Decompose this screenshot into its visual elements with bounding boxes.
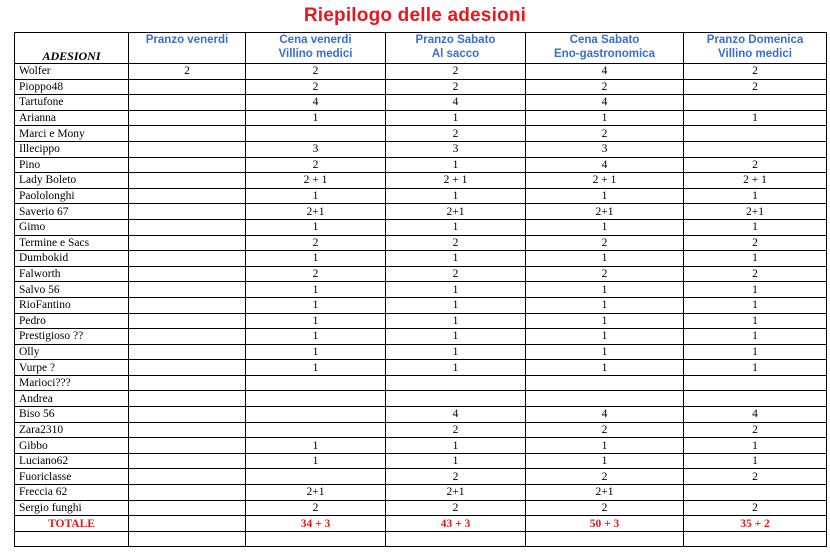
count-cell [246, 126, 386, 142]
table-row [15, 297, 827, 313]
count-cell: 1 [246, 282, 386, 298]
count-cell: 1 [386, 219, 526, 235]
count-cell [129, 79, 246, 95]
count-cell: 4 [526, 95, 684, 111]
count-cell [129, 407, 246, 423]
column-header-line2: Al sacco [431, 48, 480, 60]
table-row [15, 219, 827, 235]
count-cell: 2 [684, 469, 827, 485]
count-cell: 3 [246, 141, 386, 157]
count-cell [129, 329, 246, 345]
count-cell [129, 110, 246, 126]
participant-name: Salvo 56 [15, 282, 129, 298]
table-row [15, 469, 827, 485]
count-cell: 1 [386, 438, 526, 454]
count-cell [246, 422, 386, 438]
count-cell: 2 [526, 235, 684, 251]
participant-name: Dumbokid [15, 251, 129, 267]
count-cell: 2 [246, 79, 386, 95]
participant-name: Illecippo [15, 141, 129, 157]
count-cell [246, 391, 386, 407]
count-cell [129, 204, 246, 220]
participant-name: Marci e Mony [15, 126, 129, 142]
count-cell: 1 [684, 251, 827, 267]
column-header-pranzo-domenica [684, 33, 827, 64]
count-cell [684, 141, 827, 157]
column-header-pranzo-sabato [386, 33, 526, 64]
participant-name: Freccia 62 [15, 485, 129, 501]
count-cell: 1 [684, 453, 827, 469]
count-cell: 1 [684, 360, 827, 376]
count-cell [129, 469, 246, 485]
participant-name: Saverio 67 [15, 204, 129, 220]
column-header-cena-sabato [526, 33, 684, 64]
count-cell [129, 266, 246, 282]
count-cell [129, 297, 246, 313]
count-cell: 1 [684, 219, 827, 235]
count-cell: 1 [684, 110, 827, 126]
count-cell: 1 [386, 344, 526, 360]
table-row [15, 422, 827, 438]
count-cell: 1 [526, 251, 684, 267]
count-cell: 4 [684, 407, 827, 423]
count-cell: 3 [386, 141, 526, 157]
count-cell: 1 [386, 251, 526, 267]
total-cell: 50 + 3 [526, 516, 684, 532]
count-cell: 1 [246, 219, 386, 235]
table-row [15, 485, 827, 501]
column-header-line2: Villino medici [278, 48, 353, 60]
count-cell: 2 [684, 422, 827, 438]
empty-cell [129, 531, 246, 547]
participant-name: Pino [15, 157, 129, 173]
header-row [15, 33, 827, 64]
count-cell: 2 + 1 [684, 173, 827, 189]
total-label: TOTALE [15, 516, 129, 532]
participant-name: Lady Boleto [15, 173, 129, 189]
count-cell: 1 [246, 313, 386, 329]
participant-name: Wolfer [15, 64, 129, 80]
count-cell: 2 [386, 469, 526, 485]
count-cell [129, 453, 246, 469]
count-cell: 2+1 [386, 204, 526, 220]
count-cell: 2+1 [386, 485, 526, 501]
participant-name: Falworth [15, 266, 129, 282]
table-row [15, 157, 827, 173]
count-cell: 1 [246, 329, 386, 345]
count-cell [129, 173, 246, 189]
count-cell: 4 [526, 407, 684, 423]
count-cell: 2 [386, 64, 526, 80]
table-row [15, 282, 827, 298]
count-cell: 2 [684, 235, 827, 251]
participant-name: Pioppo48 [15, 79, 129, 95]
table-row [15, 391, 827, 407]
column-header-line1: Pranzo venerdi [145, 34, 229, 46]
table-row [15, 141, 827, 157]
row-label-header: ADESIONI [15, 33, 129, 64]
table-row [15, 375, 827, 391]
total-cell: 35 + 2 [684, 516, 827, 532]
count-cell [246, 469, 386, 485]
count-cell: 2+1 [526, 204, 684, 220]
empty-cell [386, 531, 526, 547]
column-header-line2: Eno-gastronomica [554, 48, 655, 60]
count-cell: 1 [526, 313, 684, 329]
count-cell: 1 [386, 110, 526, 126]
count-cell: 1 [246, 438, 386, 454]
count-cell [129, 344, 246, 360]
count-cell: 2 [246, 266, 386, 282]
count-cell [129, 360, 246, 376]
count-cell [129, 188, 246, 204]
count-cell: 2+1 [246, 204, 386, 220]
participant-name: Vurpe ? [15, 360, 129, 376]
count-cell: 1 [246, 251, 386, 267]
count-cell: 1 [526, 219, 684, 235]
count-cell: 2 [684, 266, 827, 282]
count-cell [684, 485, 827, 501]
table-row [15, 438, 827, 454]
count-cell: 4 [526, 64, 684, 80]
column-header-line2: Villino medici [718, 48, 792, 60]
participant-name: Biso 56 [15, 407, 129, 423]
count-cell: 1 [684, 344, 827, 360]
table-row [15, 500, 827, 516]
participant-name: Termine e Sacs [15, 235, 129, 251]
count-cell: 1 [684, 188, 827, 204]
count-cell [129, 141, 246, 157]
count-cell: 2 [386, 422, 526, 438]
count-cell: 2 [386, 500, 526, 516]
count-cell: 4 [246, 95, 386, 111]
participant-name: Zara2310 [15, 422, 129, 438]
table-row [15, 126, 827, 142]
column-header-line1: Pranzo Domenica [706, 34, 804, 46]
adhesions-table [14, 32, 827, 547]
count-cell [129, 282, 246, 298]
empty-row [15, 531, 827, 547]
count-cell: 1 [386, 297, 526, 313]
table-row [15, 313, 827, 329]
table-row [15, 204, 827, 220]
count-cell: 1 [246, 360, 386, 376]
count-cell: 3 [526, 141, 684, 157]
count-cell: 1 [246, 188, 386, 204]
count-cell [246, 375, 386, 391]
count-cell [526, 391, 684, 407]
count-cell: 1 [386, 313, 526, 329]
count-cell: 1 [526, 110, 684, 126]
count-cell: 1 [684, 438, 827, 454]
count-cell: 1 [526, 453, 684, 469]
empty-cell [15, 531, 129, 547]
count-cell [684, 126, 827, 142]
count-cell: 2 + 1 [526, 173, 684, 189]
count-cell [684, 95, 827, 111]
count-cell: 2 [684, 500, 827, 516]
total-cell: 43 + 3 [386, 516, 526, 532]
participant-name: Sergio funghi [15, 500, 129, 516]
count-cell: 1 [386, 329, 526, 345]
count-cell: 1 [526, 297, 684, 313]
empty-cell [526, 531, 684, 547]
total-row [15, 516, 827, 532]
count-cell: 1 [684, 282, 827, 298]
count-cell: 2+1 [246, 485, 386, 501]
count-cell: 1 [526, 438, 684, 454]
count-cell: 2 [526, 422, 684, 438]
table-row [15, 235, 827, 251]
count-cell: 2 [246, 235, 386, 251]
count-cell: 2 [386, 235, 526, 251]
participant-name: Gimo [15, 219, 129, 235]
total-cell [129, 516, 246, 532]
count-cell [526, 375, 684, 391]
table-row [15, 95, 827, 111]
count-cell [129, 438, 246, 454]
participant-name: Arianna [15, 110, 129, 126]
count-cell: 1 [246, 453, 386, 469]
count-cell: 2 [246, 64, 386, 80]
count-cell: 2 [526, 266, 684, 282]
count-cell [386, 375, 526, 391]
count-cell [129, 157, 246, 173]
table-row [15, 360, 827, 376]
count-cell: 4 [386, 407, 526, 423]
total-cell: 34 + 3 [246, 516, 386, 532]
count-cell [684, 375, 827, 391]
table-row [15, 407, 827, 423]
count-cell: 2 [684, 79, 827, 95]
count-cell [129, 126, 246, 142]
count-cell [129, 375, 246, 391]
count-cell: 1 [526, 188, 684, 204]
count-cell: 1 [526, 360, 684, 376]
table-row [15, 251, 827, 267]
count-cell [129, 313, 246, 329]
column-header-line1: Cena Sabato [569, 34, 640, 46]
count-cell: 2 [386, 126, 526, 142]
column-header-cena-venerdi [246, 33, 386, 64]
count-cell: 1 [684, 329, 827, 345]
participant-name: Fuoriclasse [15, 469, 129, 485]
count-cell [246, 407, 386, 423]
count-cell: 1 [684, 297, 827, 313]
count-cell [129, 95, 246, 111]
participant-name: Tartufone [15, 95, 129, 111]
count-cell: 2 [526, 469, 684, 485]
participant-name: Gibbo [15, 438, 129, 454]
count-cell: 1 [386, 282, 526, 298]
table-row [15, 453, 827, 469]
table-row [15, 266, 827, 282]
count-cell [129, 500, 246, 516]
count-cell [684, 391, 827, 407]
count-cell [129, 219, 246, 235]
table-row [15, 344, 827, 360]
count-cell: 1 [386, 360, 526, 376]
count-cell: 1 [684, 313, 827, 329]
count-cell: 1 [526, 282, 684, 298]
count-cell: 2 [526, 126, 684, 142]
count-cell [129, 485, 246, 501]
count-cell: 2+1 [526, 485, 684, 501]
count-cell [129, 235, 246, 251]
count-cell: 1 [386, 453, 526, 469]
count-cell: 2 [526, 79, 684, 95]
count-cell: 1 [526, 344, 684, 360]
count-cell: 1 [246, 344, 386, 360]
participant-name: Prestigioso ?? [15, 329, 129, 345]
participant-name: Olly [15, 344, 129, 360]
column-header-pranzo-venerdi [129, 33, 246, 64]
count-cell [129, 251, 246, 267]
sheet-title: Riepilogo delle adesioni [303, 5, 527, 26]
count-cell: 4 [386, 95, 526, 111]
count-cell: 1 [526, 329, 684, 345]
empty-cell [246, 531, 386, 547]
count-cell: 2 + 1 [246, 173, 386, 189]
participant-name: RioFantino [15, 297, 129, 313]
count-cell: 2 [246, 157, 386, 173]
count-cell [129, 422, 246, 438]
count-cell: 2 [386, 266, 526, 282]
participant-name: Paololonghi [15, 188, 129, 204]
table-row [15, 173, 827, 189]
count-cell: 2 + 1 [386, 173, 526, 189]
count-cell: 2 [684, 157, 827, 173]
count-cell: 1 [246, 297, 386, 313]
table-row [15, 64, 827, 80]
count-cell: 2 [129, 64, 246, 80]
participant-name: Pedro [15, 313, 129, 329]
table-row [15, 329, 827, 345]
table-row [15, 110, 827, 126]
count-cell: 2 [386, 79, 526, 95]
count-cell: 2 [526, 500, 684, 516]
count-cell: 1 [386, 188, 526, 204]
count-cell: 2 [684, 64, 827, 80]
column-header-line1: Cena venerdi [279, 34, 352, 46]
participant-name: Luciano62 [15, 453, 129, 469]
table-row [15, 188, 827, 204]
count-cell: 4 [526, 157, 684, 173]
count-cell: 1 [246, 110, 386, 126]
participant-name: Andrea [15, 391, 129, 407]
count-cell [129, 391, 246, 407]
count-cell: 1 [386, 157, 526, 173]
count-cell: 2+1 [684, 204, 827, 220]
participant-name: Marioci??? [15, 375, 129, 391]
empty-cell [684, 531, 827, 547]
column-header-line1: Pranzo Sabato [415, 34, 496, 46]
table-row [15, 79, 827, 95]
count-cell: 2 [246, 500, 386, 516]
count-cell [386, 391, 526, 407]
